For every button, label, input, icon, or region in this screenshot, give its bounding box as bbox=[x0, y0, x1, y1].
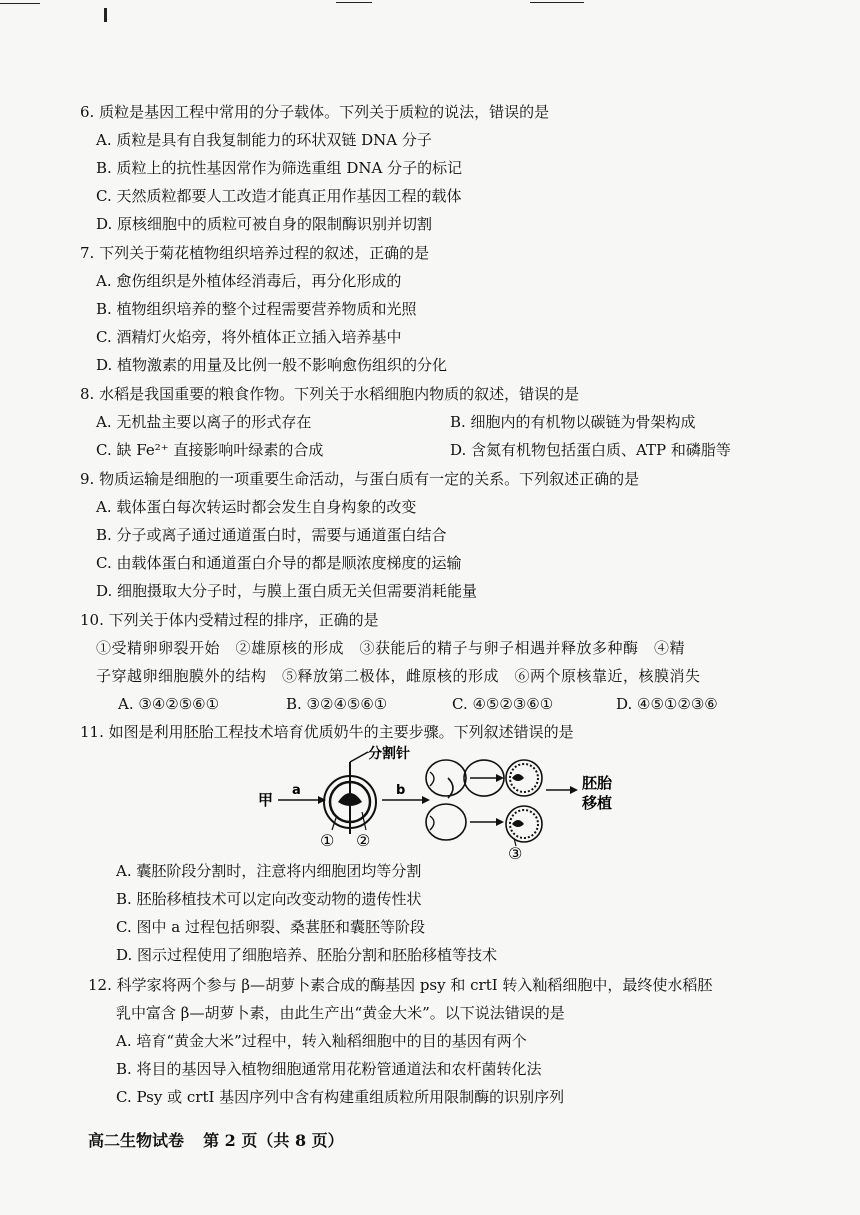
question-12-option-a: A. 培育“黄金大米”过程中，转入籼稻细胞中的目的基因有两个 bbox=[116, 1032, 527, 1050]
end-label-2: 移植 bbox=[582, 794, 613, 812]
question-10-sequence-line-2: 子穿越卵细胞膜外的结构 ⑤释放第二极体，雌原核的形成 ⑥两个原核靠近，核膜消失 bbox=[96, 667, 701, 685]
question-6-option-b: B. 质粒上的抗性基因常作为筛选重组 DNA 分子的标记 bbox=[96, 159, 463, 177]
question-10-option-b: B. ③②④⑤⑥① bbox=[286, 695, 388, 713]
question-9-option-c: C. 由载体蛋白和通道蛋白介导的都是顺浓度梯度的运输 bbox=[96, 554, 462, 572]
marker-2: ② bbox=[356, 831, 371, 850]
question-11-option-a: A. 囊胚阶段分割时，注意将内细胞团均等分割 bbox=[116, 862, 422, 880]
question-11-option-b: B. 胚胎移植技术可以定向改变动物的遗传性状 bbox=[116, 890, 422, 908]
question-7-option-b: B. 植物组织培养的整个过程需要营养物质和光照 bbox=[96, 300, 417, 318]
question-6-option-d: D. 原核细胞中的质粒可被自身的限制酶识别并切割 bbox=[96, 215, 433, 233]
needle-label: 分割针 bbox=[368, 746, 410, 762]
marker-3: ③ bbox=[508, 844, 523, 860]
arrow-b-label: b bbox=[396, 783, 406, 798]
question-10-stem: 10. 下列关于体内受精过程的排序，正确的是 bbox=[80, 611, 379, 629]
scan-line-mark bbox=[336, 2, 372, 3]
question-10-option-d: D. ④⑤①②③⑥ bbox=[616, 695, 718, 713]
marker-1: ① bbox=[320, 831, 335, 850]
footer-page-number: 第 2 页（共 8 页） bbox=[203, 1131, 344, 1150]
diagram-start-label: 甲 bbox=[258, 791, 274, 809]
question-9-stem: 9. 物质运输是细胞的一项重要生命活动，与蛋白质有一定的关系。下列叙述正确的是 bbox=[80, 470, 640, 488]
question-7-stem: 7. 下列关于菊花植物组织培养过程的叙述，正确的是 bbox=[80, 244, 430, 262]
scan-line-mark bbox=[0, 3, 40, 4]
question-12-option-b: B. 将目的基因导入植物细胞通常用花粉管通道法和农杆菌转化法 bbox=[116, 1060, 542, 1078]
page-footer bbox=[88, 1128, 358, 1151]
question-10-option-a: A. ③④②⑤⑥① bbox=[118, 695, 220, 713]
question-11-option-d: D. 图示过程使用了细胞培养、胚胎分割和胚胎移植等技术 bbox=[116, 946, 498, 964]
question-8-option-c: C. 缺 Fe²⁺ 直接影响叶绿素的合成 bbox=[96, 441, 324, 459]
question-6-stem: 6. 质粒是基因工程中常用的分子载体。下列关于质粒的说法，错误的是 bbox=[80, 103, 550, 121]
question-12-stem-line-2: 乳中富含 β—胡萝卜素，由此生产出“黄金大米”。以下说法错误的是 bbox=[116, 1004, 565, 1022]
question-6-option-a: A. 质粒是具有自我复制能力的环状双链 DNA 分子 bbox=[96, 131, 432, 149]
question-8-option-d: D. 含氮有机物包括蛋白质、ATP 和磷脂等 bbox=[450, 441, 731, 459]
question-9-option-b: B. 分子或离子通过通道蛋白时，需要与通道蛋白结合 bbox=[96, 526, 447, 544]
half-embryo-top bbox=[448, 760, 504, 798]
question-10-sequence-line-1: ①受精卵卵裂开始 ②雄原核的形成 ③获能后的精子与卵子相遇并释放多种酶 ④精 bbox=[96, 639, 686, 657]
question-11-option-c: C. 图中 a 过程包括卵裂、桑葚胚和囊胚等阶段 bbox=[116, 918, 425, 936]
embryo-splitting-diagram bbox=[250, 742, 630, 860]
footer-title: 高二生物试卷 bbox=[88, 1131, 185, 1150]
scan-line-mark bbox=[530, 2, 584, 3]
question-9-option-d: D. 细胞摄取大分子时，与膜上蛋白质无关但需要消耗能量 bbox=[96, 582, 478, 600]
question-10-option-c: C. ④⑤②③⑥① bbox=[452, 695, 554, 713]
question-7-option-a: A. 愈伤组织是外植体经消毒后，再分化形成的 bbox=[96, 272, 402, 290]
half-embryo-top-shape bbox=[426, 760, 466, 796]
question-6-option-c: C. 天然质粒都要人工改造才能真正用作基因工程的载体 bbox=[96, 187, 462, 205]
needle-pointer bbox=[350, 752, 368, 762]
question-8-stem: 8. 水稻是我国重要的粮食作物。下列关于水稻细胞内物质的叙述，错误的是 bbox=[80, 385, 580, 403]
scan-dot-mark bbox=[104, 8, 107, 22]
question-11-stem: 11. 如图是利用胚胎工程技术培育优质奶牛的主要步骤。下列叙述错误的是 bbox=[80, 723, 574, 741]
question-9-option-a: A. 载体蛋白每次转运时都会发生自身构象的改变 bbox=[96, 498, 417, 516]
question-8-option-a: A. 无机盐主要以离子的形式存在 bbox=[96, 413, 312, 431]
arrow-b-head bbox=[422, 796, 430, 804]
question-7-option-d: D. 植物激素的用量及比例一般不影响愈伤组织的分化 bbox=[96, 356, 448, 374]
question-12-option-c: C. Psy 或 crtⅠ 基因序列中含有构建重组质粒所用限制酶的识别序列 bbox=[116, 1088, 565, 1106]
arrow-a-label: a bbox=[292, 783, 301, 798]
question-8-option-b: B. 细胞内的有机物以碳链为骨架构成 bbox=[450, 413, 696, 431]
half-embryo-bottom-shape bbox=[426, 804, 466, 840]
question-12-stem-line-1: 12. 科学家将两个参与 β—胡萝卜素合成的酶基因 psy 和 crtⅠ 转入籼稻细胞中，最终使水稻胚 bbox=[88, 976, 713, 994]
question-7-option-c: C. 酒精灯火焰旁，将外植体正立插入培养基中 bbox=[96, 328, 402, 346]
end-label-1: 胚胎 bbox=[582, 774, 613, 792]
